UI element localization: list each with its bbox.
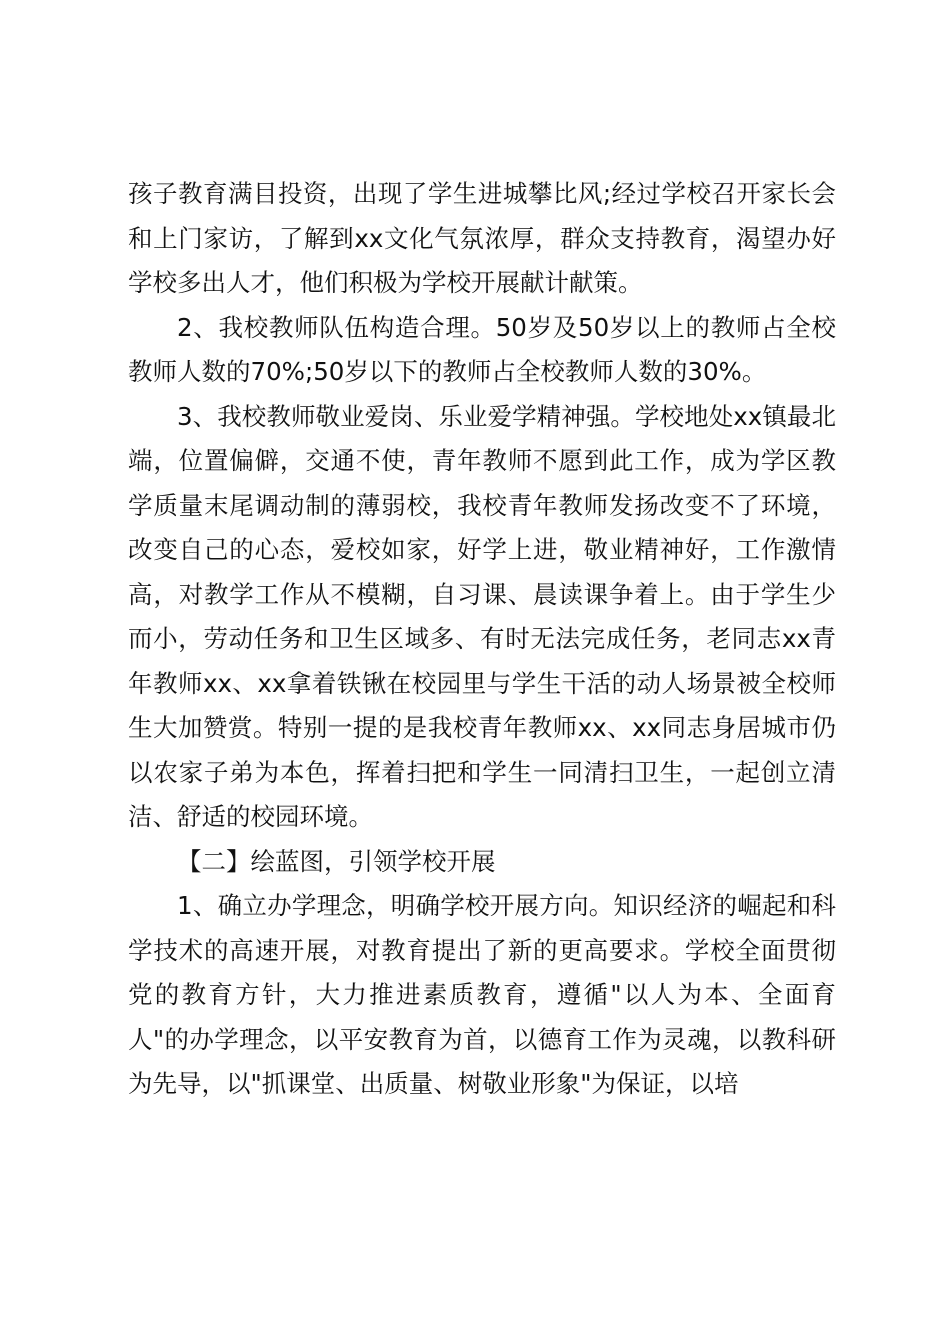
paragraph-continuation: 孩子教育满目投资，出现了学生进城攀比风;经过学校召开家长会和上门家访，了解到xx文化气氛浓厚，群众支持教育，渴望办好学校多出人才，他们积极为学校开展献计献策。: [128, 179, 836, 297]
section-heading: 【二】绘蓝图，引领学校开展: [177, 846, 496, 876]
paragraph-teacher-structure: 2、我校教师队伍构造合理。50岁及50岁以上的教师占全校教师人数的70%;50岁以下的教师占全校教师人数的30%。: [128, 312, 836, 386]
document-page: [128, 172, 836, 1107]
paragraph-teacher-dedication: 3、我校教师敬业爱岗、乐业爱学精神强。学校地处xx镇最北端，位置偏僻，交通不使，青年教师不愿到此工作，成为学区教学质量末尾调动制的薄弱校，我校青年教师发扬改变不了环境，改变自己的心态，爱校如家，好学上进，敬业精神好，工作激情高，对教学工作从不模糊，自习课、晨读课争着上。由于学生少而小，劳动任务和卫生区域多、有时无法完成任务，老同志xx青年教师xx、xx拿着铁锹在校园里与学生干活的动人场景被全校师生大加赞赏。特别一提的是我校青年教师xx、xx同志身居城市仍以农家子弟为本色，挥着扫把和学生一同清扫卫生，一起创立清洁、舒适的校园环境。: [128, 401, 836, 831]
paragraph-school-philosophy: 1、确立办学理念，明确学校开展方向。知识经济的崛起和科学技术的高速开展，对教育提出了新的更高要求。学校全面贯彻党的教育方针，大力推进素质教育，遵循"以人为本、全面育人"的办学理念，以平安教育为首，以德育工作为灵魂，以教科研为先导，以"抓课堂、出质量、树敬业形象"为保证，以培: [128, 891, 836, 1098]
